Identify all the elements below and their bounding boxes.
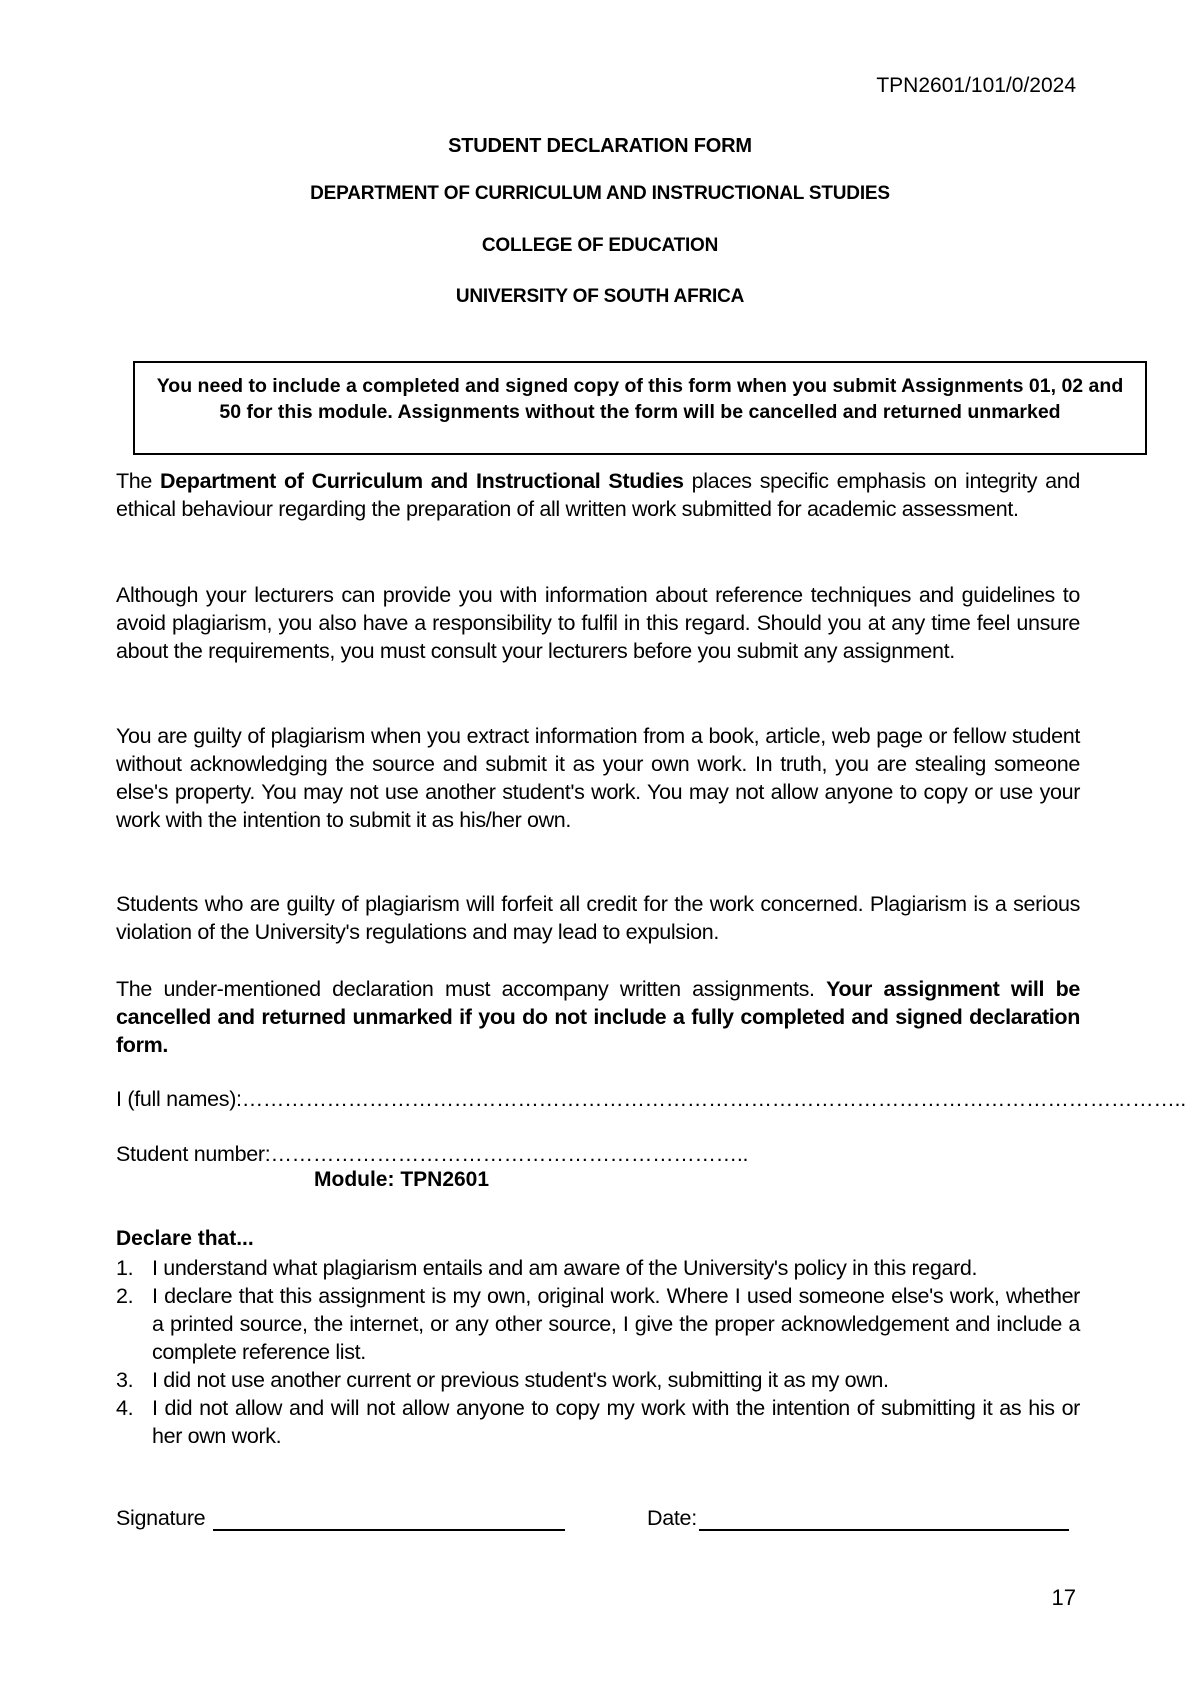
paragraph-integrity-start: The — [116, 469, 161, 493]
date-line[interactable] — [699, 1505, 1069, 1531]
cancellation-warning: Your assignment will be cancelled and returned unmarked if you do not include a fully completed and signed declaration form. — [116, 977, 1080, 1057]
declaration-list — [116, 1254, 1080, 1450]
paragraph-consequences: Students who are guilty of plagiarism will forfeit all credit for the work concerned. Plagiarism is a serious violation of the University's regulations and may lead to expulsion. — [116, 892, 1080, 944]
student-number-dotted-line[interactable]: ………………………………………………………….. — [270, 1142, 749, 1166]
paragraph-plagiarism-definition: You are guilty of plagiarism when you extract information from a book, article, web page or fellow student without acknowledging the source and submit it as your own work. In truth, you are stealing someone else's property. You may not use another student's work. You may not allow anyone to copy or use your work with the intention to submit it as his/her own. — [116, 724, 1080, 832]
declare-title: Declare that... — [116, 1227, 254, 1250]
student-number-field[interactable] — [116, 1142, 748, 1167]
declaration-item-text: I understand what plagiarism entails and am aware of the University's policy in this regard. — [152, 1256, 978, 1280]
declaration-item-text: I declare that this assignment is my own, original work. Where I used someone else's work, whether a printed source, the internet, or any other source, I give the proper acknowledgement and include a complete reference list. — [152, 1284, 1080, 1364]
paragraph-integrity — [116, 467, 1080, 523]
declaration-item-number: 2. — [116, 1284, 134, 1308]
declaration-item-number: 1. — [116, 1256, 134, 1280]
declaration-item — [116, 1254, 1080, 1282]
submission-notice-box: You need to include a completed and signed copy of this form when you submit Assignments 01, 02 and 50 for this module. Assignments without the form will be cancelled and returned unmarked — [133, 361, 1147, 455]
document-code: TPN2601/101/0/2024 — [876, 74, 1076, 97]
signature-field[interactable] — [116, 1505, 565, 1531]
full-names-field[interactable] — [116, 1087, 1186, 1112]
declaration-item-number: 4. — [116, 1396, 134, 1420]
full-names-label: I (full names): — [116, 1087, 242, 1111]
date-label: Date: — [647, 1506, 697, 1530]
declaration-item-number: 3. — [116, 1368, 134, 1392]
declaration-item — [116, 1394, 1080, 1450]
full-names-dotted-line[interactable]: …………………………………………………………………………………………………………………….. — [241, 1087, 1186, 1111]
declaration-item — [116, 1282, 1080, 1366]
department-name: Department of Curriculum and Instructional Studies — [160, 469, 684, 493]
paragraph-declaration-requirement — [116, 975, 1080, 1059]
form-title: STUDENT DECLARATION FORM — [448, 135, 752, 157]
module-code: Module: TPN2601 — [314, 1168, 490, 1191]
student-number-label: Student number: — [116, 1142, 271, 1166]
paragraph-integrity-end: places specific emphasis on integrity and ethical behaviour regarding the preparation of all written work submitted for academic assessment. — [116, 469, 1081, 521]
declaration-item-text: I did not allow and will not allow anyone to copy my work with the intention of submitting it as his or her own work. — [152, 1396, 1080, 1448]
paragraph-declaration-start: The under-mentioned declaration must accompany written assignments. — [116, 977, 827, 1001]
date-field[interactable] — [647, 1505, 1069, 1531]
page-number: 17 — [1051, 1585, 1076, 1610]
declaration-item — [116, 1366, 1080, 1394]
signature-line[interactable] — [213, 1505, 565, 1531]
department-heading: DEPARTMENT OF CURRICULUM AND INSTRUCTIONAL STUDIES — [310, 183, 890, 204]
college-heading: COLLEGE OF EDUCATION — [481, 235, 719, 256]
signature-label: Signature — [116, 1506, 206, 1530]
paragraph-responsibility: Although your lecturers can provide you with information about reference techniques and guidelines to avoid plagiarism, you also have a responsibility to fulfil in this regard. Should you at any time feel unsure about the requirements, you must consult your lecturers before you submit any assignment. — [116, 583, 1080, 663]
declaration-item-text: I did not use another current or previous student's work, submitting it as my own. — [152, 1368, 889, 1392]
university-heading: UNIVERSITY OF SOUTH AFRICA — [455, 286, 745, 307]
